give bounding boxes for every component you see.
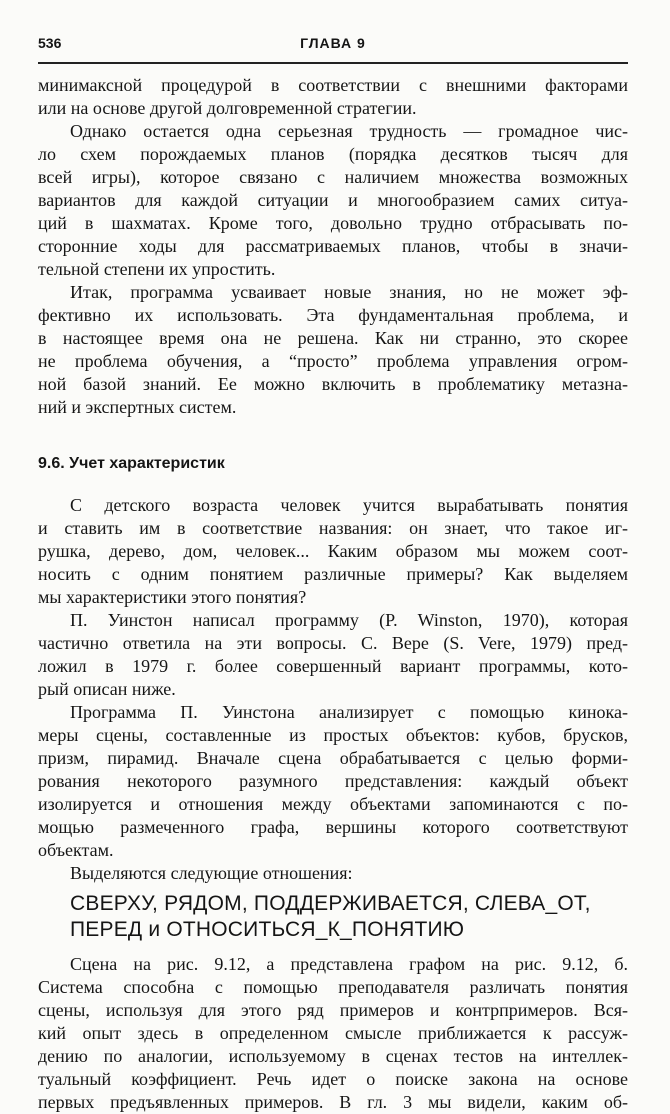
paragraph-5 <box>38 609 628 701</box>
text-line: и ставить им в соответствие названия: он знает, что такое иг- <box>38 518 628 538</box>
text-line: ло схем порождаемых планов (порядка десятков тысяч для <box>38 144 628 164</box>
paragraph-6 <box>38 701 628 862</box>
text-line: тельной степени их упростить. <box>38 259 276 279</box>
text-line: ложил в 1979 г. более совершенный вариант программы, кото- <box>38 656 628 676</box>
text-line: объектам. <box>38 840 114 860</box>
text-line: Итак, программа усваивает новые знания, но не может эф- <box>70 282 628 302</box>
paragraph-1 <box>38 74 628 120</box>
text-line: не проблема обучения, а “просто” проблема управления огром- <box>38 351 628 371</box>
text-line: рый описан ниже. <box>38 679 176 699</box>
text-line: Система способна с помощью преподавателя различать понятия <box>38 977 628 997</box>
text-line: мы характеристики этого понятия? <box>38 587 307 607</box>
text-line: ной базой знаний. Ее можно включить в проблематику метазна- <box>38 374 628 394</box>
page-number: 536 <box>38 35 62 51</box>
relations-line: ПЕРЕД и ОТНОСИТЬСЯ_К_ПОНЯТИЮ <box>70 918 465 941</box>
text-line: кий опыт здесь в определенном смысле приближается к рассуж- <box>38 1023 628 1043</box>
text-line: сторонние ходы для рассматриваемых планов, чтобы в значи- <box>38 236 628 256</box>
text-line: изолируется и отношения между объектами запоминаются с по- <box>38 794 628 814</box>
text-line: сцены, используя для этого ряд примеров и контрпримеров. Вся- <box>38 1000 628 1020</box>
text-line: мощью размеченного графа, вершины которого соответствуют <box>38 817 628 837</box>
text-line: первых предъявленных примеров. В гл. 3 мы видели, каким об- <box>38 1092 628 1112</box>
text-line: Выделяются следующие отношения: <box>70 863 353 883</box>
text-line: рования некоторого разумного представления: каждый объект <box>38 771 628 791</box>
text-line: Однако остается одна серьезная трудность — громадное чис- <box>70 121 628 141</box>
relations-line: СВЕРХУ, РЯДОМ, ПОДДЕРЖИВАЕТСЯ, СЛЕВА_ОТ, <box>70 892 591 915</box>
text-line: призм, пирамид. Вначале сцена обрабатывается с целью форми- <box>38 748 628 768</box>
text-line: туальный коэффициент. Речь идет о поиске закона на основе <box>38 1069 628 1089</box>
header-rule <box>38 62 628 64</box>
text-line: носить с одним понятием различные примеры? Как выделяем <box>38 564 628 584</box>
text-line: С детского возраста человек учится вырабатывать понятия <box>70 495 628 515</box>
paragraph-3 <box>38 281 628 419</box>
text-line: частично ответила на эти вопросы. С. Вере (S. Vere, 1979) пред- <box>38 633 628 653</box>
text-line: ний и экспертных систем. <box>38 397 237 417</box>
paragraph-8 <box>38 953 628 1114</box>
text-line: вариантов для каждой ситуации и многообразием самих ситуа- <box>38 190 628 210</box>
section-heading: 9.6. Учет характеристик <box>38 455 225 472</box>
paragraph-4 <box>38 494 628 609</box>
text-line: меры сцены, составленные из простых объектов: кубов, брусков, <box>38 725 628 745</box>
text-line: П. Уинстон написал программу (P. Winston, 1970), которая <box>70 610 628 630</box>
text-line: Сцена на рис. 9.12, а представлена графом на рис. 9.12, б. <box>70 954 628 974</box>
chapter-title: ГЛАВА 9 <box>300 35 366 51</box>
text-line: рушка, дерево, дом, человек... Каким образом мы можем соот- <box>38 541 628 561</box>
paragraph-2 <box>38 120 628 281</box>
text-line: или на основе другой долговременной стратегии. <box>38 98 417 118</box>
page-body <box>38 74 628 1114</box>
text-line: минимаксной процедурой в соответствии с внешними факторами <box>38 75 628 95</box>
text-line: ций в шахматах. Кроме того, довольно трудно отбрасывать по- <box>38 213 628 233</box>
text-line: Программа П. Уинстона анализирует с помощью кинока- <box>70 702 628 722</box>
relations-list <box>70 891 628 943</box>
text-line: всей игры), которое связано с наличием множества возможных <box>38 167 628 187</box>
text-line: дению по аналогии, используемому в сценах тестов на интеллек- <box>38 1046 628 1066</box>
text-line: фективно их использовать. Эта фундаментальная проблема, и <box>38 305 628 325</box>
paragraph-7 <box>38 862 628 885</box>
page-header <box>38 35 628 55</box>
text-line: в настоящее время она не решена. Как ни странно, это скорее <box>38 328 628 348</box>
